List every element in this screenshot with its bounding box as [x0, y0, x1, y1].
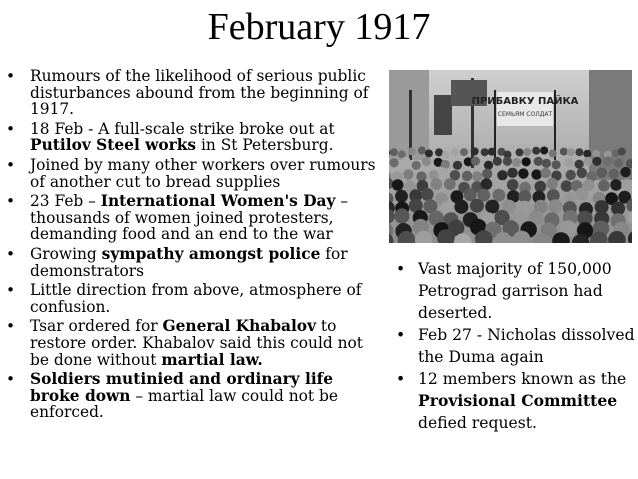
- banner-text: ПРИБАВКУ ПАЙКА: [471, 96, 579, 107]
- bullet-bold-text: martial law.: [161, 350, 263, 369]
- bullet-item: [6, 121, 386, 154]
- crowd-head: [435, 148, 443, 156]
- crowd-head: [541, 168, 551, 178]
- crowd-head: [577, 168, 587, 178]
- bullet-text: for demonstrators: [30, 244, 348, 280]
- bullet-text: Tsar ordered for: [30, 317, 163, 336]
- crowd-head: [522, 157, 531, 166]
- crowd-head: [460, 148, 468, 156]
- bullet-text: Growing: [30, 244, 102, 263]
- crowd-head: [518, 168, 528, 178]
- bullet-bold-text: International Women's Day: [100, 192, 336, 211]
- crowd-head: [592, 150, 600, 158]
- crowd-head: [549, 149, 557, 157]
- crowd-head: [560, 148, 568, 156]
- crowd-head: [403, 169, 413, 179]
- crowd-head: [392, 179, 404, 191]
- bullet-text: 12 members known as the: [418, 370, 627, 388]
- crowd-head: [620, 167, 630, 177]
- protest-photo: [389, 70, 632, 243]
- right-bullet-list: [396, 258, 636, 434]
- crowd-head: [471, 157, 480, 166]
- bullet-text: defied request.: [418, 414, 537, 432]
- crowd-head: [542, 159, 551, 168]
- bullet-text: Feb 27 - Nicholas dissolved the Duma again: [418, 326, 635, 366]
- crowd-head: [421, 188, 434, 201]
- crowd-head: [390, 148, 398, 156]
- crowd-head: [532, 147, 540, 155]
- bullet-text: 18 Feb - A full-scale strike broke out at: [30, 119, 335, 138]
- crowd-head: [598, 180, 610, 192]
- bullet-item: [396, 324, 636, 368]
- bullet-text: Joined by many other workers over rumours of another cut to bread supplies: [30, 155, 376, 191]
- crowd-head: [618, 148, 626, 156]
- crowd-head: [534, 157, 543, 166]
- crowd-head: [592, 157, 601, 166]
- bullet-item: [396, 258, 636, 324]
- bullet-item: [6, 318, 386, 368]
- crowd-head: [408, 147, 416, 155]
- crowd-head: [394, 208, 409, 223]
- crowd-head: [488, 148, 496, 156]
- bullet-bold-text: sympathy amongst police: [101, 244, 321, 263]
- crowd-head: [523, 148, 531, 156]
- crowd-head: [431, 178, 443, 190]
- crowd-head: [614, 158, 623, 167]
- crowd-head: [485, 200, 499, 214]
- crowd-head: [610, 179, 622, 191]
- crowd-head: [438, 167, 448, 177]
- crowd-head: [540, 147, 548, 155]
- crowd-head: [401, 157, 410, 166]
- crowd-head: [566, 170, 576, 180]
- bullet-item: [6, 246, 386, 279]
- crowd-head: [470, 199, 484, 213]
- crowd-head: [493, 157, 502, 166]
- crowd-head: [395, 190, 408, 203]
- bullet-text: – thousands of women joined protesters, demanding food and an end to the war: [30, 192, 349, 244]
- crowd-head: [567, 148, 575, 156]
- crowd-head: [482, 169, 492, 179]
- crowd-head: [516, 148, 524, 156]
- bullet-item: [6, 68, 386, 118]
- crowd-head: [561, 180, 573, 192]
- crowd-head: [597, 168, 607, 178]
- bullet-bold-text: Soldiers mutinied and ordinary life broke down: [30, 370, 334, 405]
- bullet-text: to restore order. Khabalov said this could not be done without: [30, 317, 363, 369]
- crowd-head: [481, 178, 493, 190]
- crowd-head: [390, 158, 399, 167]
- crowd-head: [422, 157, 431, 166]
- crowd-head: [552, 160, 561, 169]
- crowd-head: [546, 178, 558, 190]
- bullet-bold-text: Provisional Committee: [418, 391, 618, 410]
- crowd-head: [454, 200, 468, 214]
- crowd-head: [412, 161, 421, 170]
- crowd-head: [575, 148, 583, 156]
- crowd-head: [603, 157, 612, 166]
- crowd-head: [462, 171, 472, 181]
- crowd-head: [472, 171, 482, 181]
- banner-subtext: СЕМЬЯМ СОЛДАТ: [497, 111, 553, 118]
- crowd-head: [497, 170, 507, 180]
- bullet-item: [6, 193, 386, 243]
- crowd-head: [548, 199, 562, 213]
- left-bullets: [6, 68, 386, 421]
- crowd-head: [481, 148, 489, 156]
- crowd-head: [493, 189, 506, 202]
- crowd-head: [503, 157, 512, 166]
- crowd-head: [609, 169, 619, 179]
- crowd-head: [471, 147, 479, 155]
- crowd-head: [453, 161, 462, 170]
- bullet-item: [6, 282, 386, 315]
- crowd-head: [583, 157, 592, 166]
- flag-left: [434, 95, 452, 135]
- crowd-head: [565, 158, 574, 167]
- bullet-text: Vast majority of 150,000 Petrograd garrison had deserted.: [418, 260, 612, 322]
- left-bullet-list: [6, 68, 386, 424]
- bullet-text: – martial law could not be enforced.: [30, 386, 338, 422]
- crowd-head: [512, 158, 521, 167]
- crowd-head: [507, 179, 519, 191]
- bullet-item: [6, 371, 386, 421]
- crowd-head: [575, 188, 588, 201]
- crowd-head: [531, 169, 541, 179]
- bullet-item: [396, 368, 636, 434]
- bullet-text: Rumours of the likelihood of serious public disturbances abound from the beginning of 1917.: [30, 67, 369, 119]
- crowd-head: [425, 149, 433, 157]
- bullet-bold-text: Putilov Steel works: [30, 136, 197, 155]
- crowd-head: [575, 160, 584, 169]
- bullet-bold-text: General Khabalov: [162, 317, 317, 336]
- crowd-head: [418, 146, 426, 154]
- bullet-text: Little direction from above, atmosphere of confusion.: [30, 281, 362, 316]
- crowd-head: [484, 161, 493, 170]
- crowd-head: [583, 150, 591, 158]
- bullet-item: [6, 157, 386, 190]
- crowd-head: [442, 151, 450, 159]
- crowd: [389, 146, 632, 243]
- protest-photo-image: [389, 70, 632, 243]
- bullet-text: in St Petersburg.: [196, 136, 334, 155]
- crowd-head: [444, 178, 456, 190]
- crowd-head: [507, 168, 517, 178]
- right-bullets: [396, 258, 636, 434]
- crowd-head: [451, 148, 459, 156]
- slide-title: February 1917: [207, 6, 431, 48]
- bullet-text: 23 Feb –: [30, 192, 101, 211]
- crowd-head: [535, 181, 547, 193]
